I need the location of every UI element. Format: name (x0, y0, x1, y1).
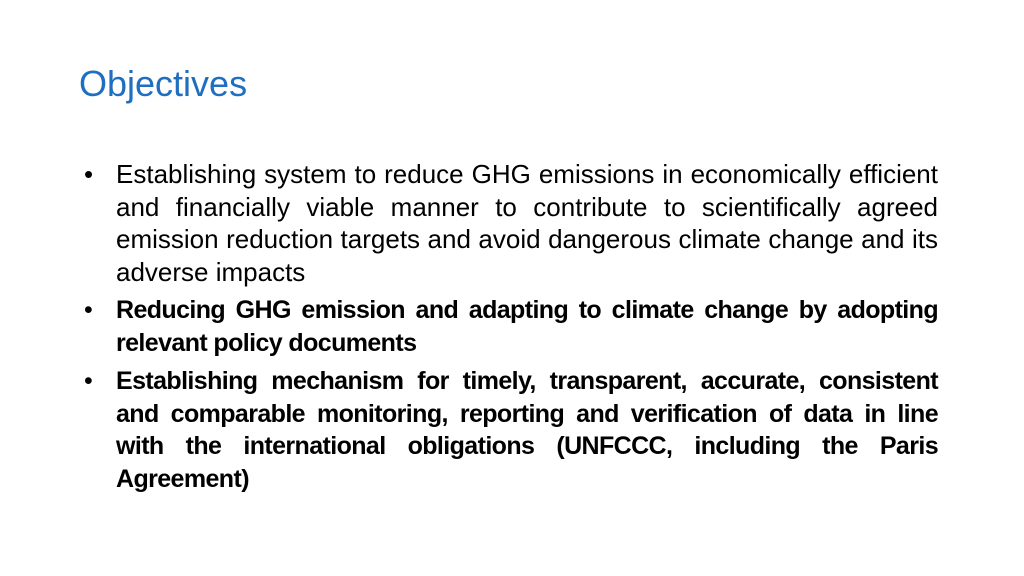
bullet-icon: • (84, 367, 93, 395)
slide-title: Objectives (79, 63, 248, 104)
objective-item-1 (84, 158, 938, 288)
bullet-icon: • (84, 159, 94, 189)
objective-text-1: Establishing system to reduce GHG emissions in economically efficient and financially viable manner to contribute to scientifically agreed emission reduction targets and avoid dangerous climate change and its adverse impacts (116, 159, 938, 287)
objective-item-2 (84, 294, 938, 359)
objective-item-3 (84, 365, 938, 495)
bullet-icon: • (84, 296, 93, 324)
objective-text-3: Establishing mechanism for timely, transparent, accurate, consistent and comparable monitoring, reporting and verification of data in line with the international obligations (UNFCCC, including the Paris Agreement) (116, 367, 938, 493)
objectives-list (84, 158, 938, 501)
objective-text-2: Reducing GHG emission and adapting to climate change by adopting relevant policy documents (116, 296, 938, 357)
